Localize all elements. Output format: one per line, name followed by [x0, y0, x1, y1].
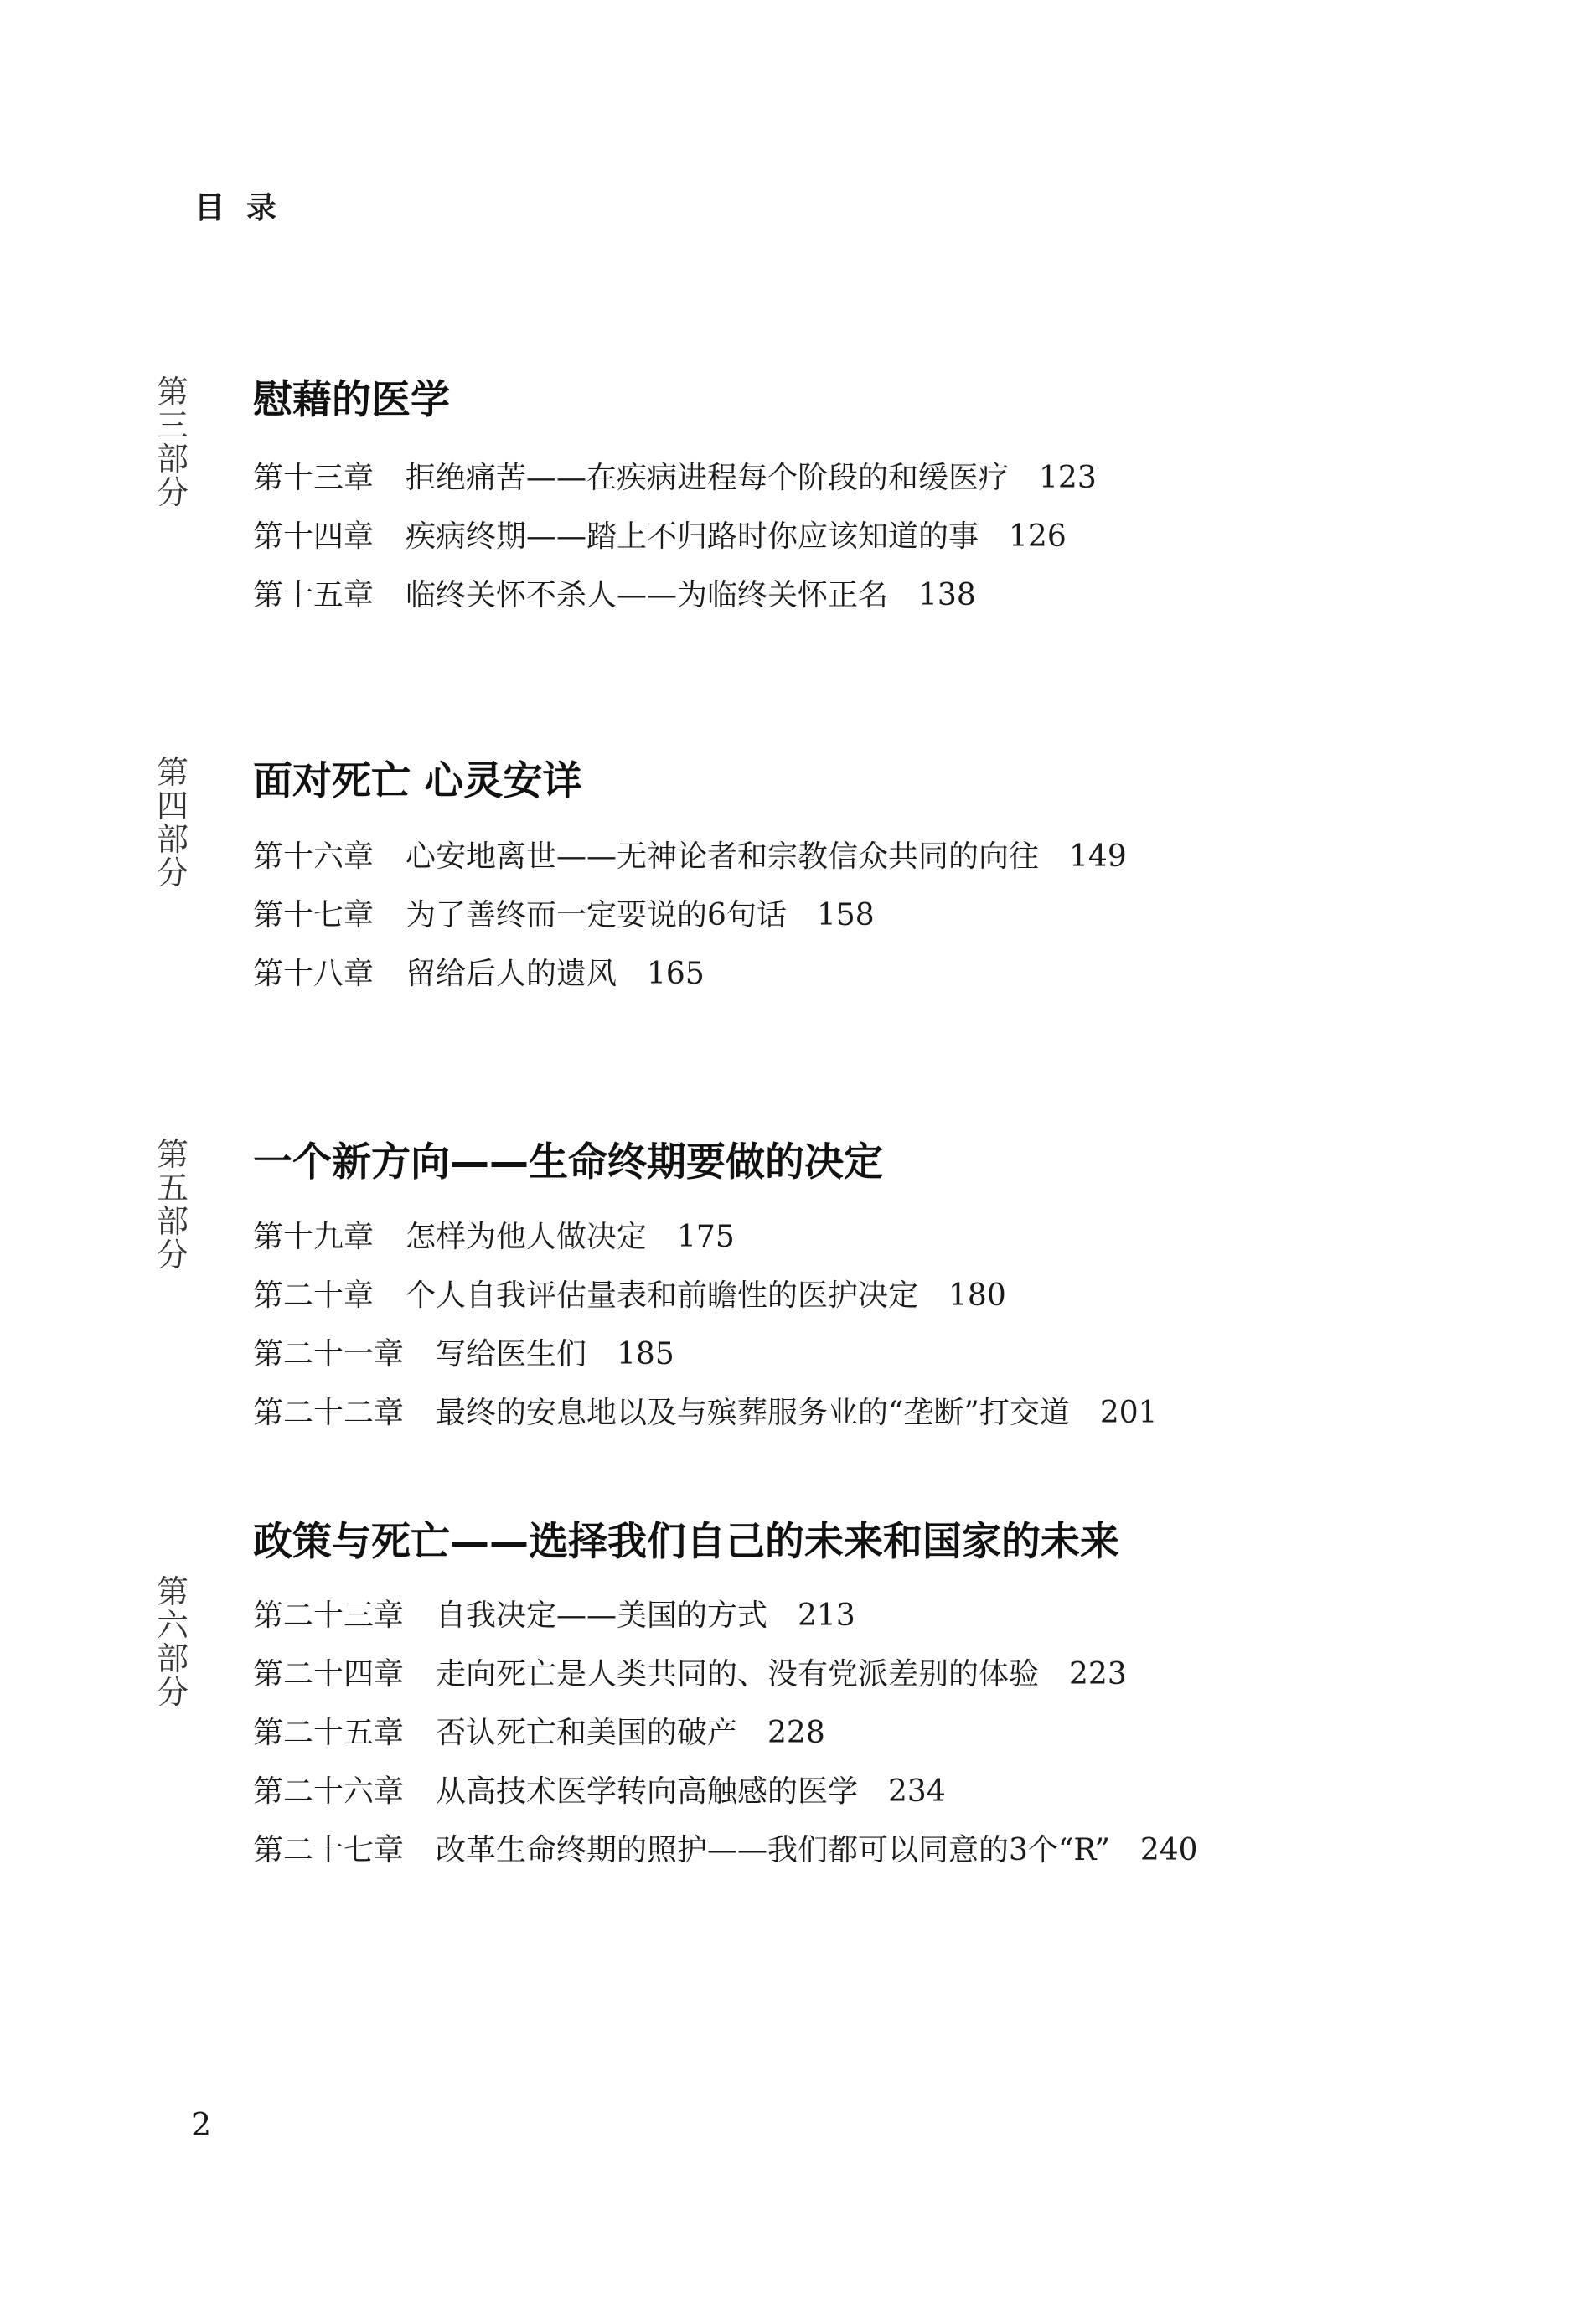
- part-label-char: 分: [156, 1674, 189, 1711]
- toc-entry[interactable]: [253, 945, 1127, 1004]
- toc-entry[interactable]: [253, 1645, 1198, 1704]
- part-label-char: 四: [156, 788, 189, 824]
- page-ref: 201: [1099, 1396, 1158, 1430]
- part-label-char: 五: [156, 1170, 189, 1206]
- part-label-char: 第: [156, 754, 189, 791]
- page-ref: 126: [1009, 519, 1067, 554]
- part-label-char: 分: [156, 1237, 189, 1273]
- toc-entry[interactable]: [253, 828, 1127, 886]
- page-number: 2: [191, 2106, 212, 2143]
- chapter-number: 第十六章: [253, 839, 375, 874]
- chapter-title: 怎样为他人做决定: [406, 1220, 648, 1254]
- chapter-number: 第十三章: [253, 461, 375, 495]
- chapter-title: 走向死亡是人类共同的、没有党派差别的体验: [436, 1657, 1040, 1691]
- chapter-title: 个人自我评估量表和前瞻性的医护决定: [406, 1278, 919, 1313]
- chapter-title: 为了善终而一定要说的6句话: [406, 898, 787, 932]
- part-label-char: 部: [156, 1203, 189, 1240]
- toc-entry[interactable]: [253, 886, 1127, 945]
- toc-entry[interactable]: [253, 1208, 1158, 1267]
- part-label: [156, 375, 189, 509]
- toc-entry[interactable]: [253, 1384, 1158, 1443]
- page-ref: 149: [1069, 839, 1127, 874]
- chapter-number: 第二十二章: [253, 1396, 405, 1430]
- part-label: [156, 1575, 189, 1709]
- page-ref: 228: [767, 1716, 825, 1750]
- toc-entry[interactable]: [253, 1325, 1158, 1384]
- part-label: [156, 756, 189, 890]
- chapter-number: 第十五章: [253, 578, 375, 612]
- part-label-char: 第: [156, 1136, 189, 1173]
- part-label-char: 部: [156, 1640, 189, 1677]
- chapter-number: 第十四章: [253, 519, 375, 554]
- toc-entry[interactable]: [253, 1821, 1198, 1880]
- part-label-char: 第: [156, 374, 189, 411]
- page-ref: 123: [1039, 461, 1097, 495]
- page-ref: 240: [1139, 1833, 1198, 1867]
- toc-list: [253, 828, 1127, 1004]
- part-label-text: [156, 1575, 189, 1709]
- part-label-char: 部: [156, 821, 189, 858]
- chapter-number: 第二十五章: [253, 1716, 405, 1750]
- part-label: [156, 1138, 189, 1272]
- page-ref: 138: [918, 578, 976, 612]
- chapter-number: 第二十七章: [253, 1833, 405, 1867]
- chapter-title: 自我决定——美国的方式: [436, 1598, 768, 1633]
- chapter-title: 最终的安息地以及与殡葬服务业的“垄断”打交道: [436, 1396, 1070, 1430]
- part-title: 面对死亡 心灵安详: [253, 758, 582, 804]
- part-title: 一个新方向——生命终期要做的决定: [253, 1139, 883, 1185]
- chapter-title: 写给医生们: [436, 1337, 587, 1371]
- part-label-text: [156, 375, 189, 509]
- page-ref: 175: [677, 1220, 735, 1254]
- part-label-char: 分: [156, 474, 189, 511]
- page-ref: 165: [647, 957, 705, 991]
- page-ref: 158: [816, 898, 875, 932]
- chapter-number: 第十九章: [253, 1220, 375, 1254]
- toc-entry[interactable]: [253, 1267, 1158, 1325]
- part-title: 慰藉的医学: [253, 377, 450, 423]
- part-label-text: [156, 756, 189, 890]
- part-label-char: 第: [156, 1573, 189, 1610]
- chapter-title: 疾病终期——踏上不归路时你应该知道的事: [406, 519, 979, 554]
- toc-list: [253, 449, 1097, 625]
- chapter-number: 第十七章: [253, 898, 375, 932]
- chapter-title: 拒绝痛苦——在疾病进程每个阶段的和缓医疗: [406, 461, 1010, 495]
- chapter-title: 从高技术医学转向高触感的医学: [436, 1774, 859, 1809]
- toc-entry[interactable]: [253, 449, 1097, 508]
- toc-entry[interactable]: [253, 508, 1097, 566]
- chapter-number: 第十八章: [253, 957, 375, 991]
- chapter-number: 第二十一章: [253, 1337, 405, 1371]
- page-ref: 213: [798, 1598, 855, 1633]
- part-label-char: 三: [156, 407, 189, 444]
- page-header: 目录: [194, 191, 299, 225]
- toc-list: [253, 1208, 1158, 1443]
- toc-entry[interactable]: [253, 1587, 1198, 1645]
- chapter-title: 临终关怀不杀人——为临终关怀正名: [406, 578, 889, 612]
- part-label-char: 六: [156, 1607, 189, 1644]
- chapter-number: 第二十章: [253, 1278, 375, 1313]
- page-ref: 185: [617, 1337, 674, 1371]
- part-title: 政策与死亡——选择我们自己的未来和国家的未来: [253, 1519, 1119, 1565]
- chapter-title: 否认死亡和美国的破产: [436, 1716, 738, 1750]
- part-label-char: 部: [156, 441, 189, 478]
- chapter-title: 留给后人的遗风: [406, 957, 617, 991]
- chapter-title: 心安地离世——无神论者和宗教信众共同的向往: [406, 839, 1040, 874]
- toc-entry[interactable]: [253, 566, 1097, 625]
- page-ref: 234: [888, 1774, 946, 1809]
- chapter-number: 第二十四章: [253, 1657, 405, 1691]
- page-ref: 180: [948, 1278, 1006, 1313]
- chapter-number: 第二十六章: [253, 1774, 405, 1809]
- toc-entry[interactable]: [253, 1763, 1198, 1821]
- toc-entry[interactable]: [253, 1704, 1198, 1763]
- part-label-text: [156, 1138, 189, 1272]
- chapter-number: 第二十三章: [253, 1598, 405, 1633]
- chapter-title: 改革生命终期的照护——我们都可以同意的3个“R”: [436, 1833, 1110, 1867]
- part-label-char: 分: [156, 855, 189, 891]
- page-ref: 223: [1069, 1657, 1127, 1691]
- toc-list: [253, 1587, 1198, 1880]
